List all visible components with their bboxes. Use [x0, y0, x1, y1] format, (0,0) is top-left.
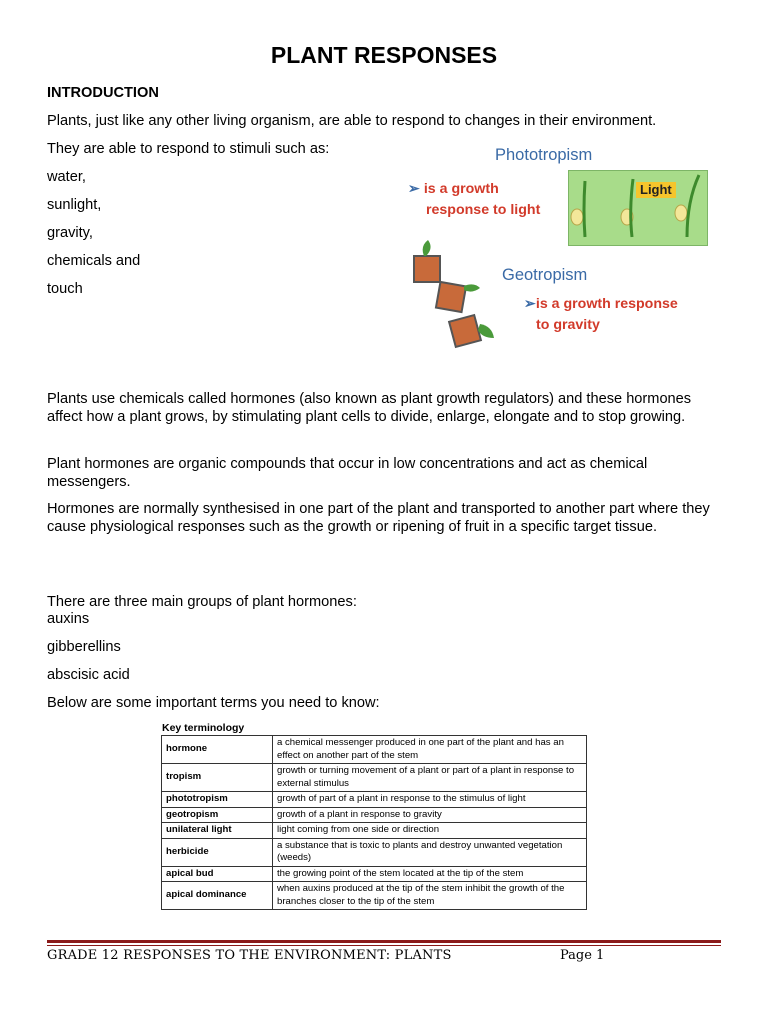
table-row [162, 736, 587, 764]
definition-cell: light coming from one side or direction [273, 823, 587, 839]
definition-cell: growth of a plant in response to gravity [273, 807, 587, 823]
definition-cell: a chemical messenger produced in one part of the plant and has an effect on another part of the stem [273, 736, 587, 764]
footer-rule-thin [47, 945, 721, 946]
stimulus-item: touch [47, 281, 83, 297]
stimulus-item: water, [47, 169, 86, 185]
table-row [162, 764, 587, 792]
arrow-bullet-icon: ➢ [408, 181, 420, 197]
footer-rule [47, 940, 721, 943]
table-row [162, 823, 587, 839]
tropism-illustration [398, 142, 710, 358]
page-title: PLANT RESPONSES [270, 42, 498, 68]
page-number: Page 1 [560, 948, 605, 963]
term-cell: hormone [162, 736, 273, 764]
table-row [162, 792, 587, 808]
stimulus-item: sunlight, [47, 197, 102, 213]
rotating-pots-icon [408, 238, 508, 354]
definition-cell: growth of part of a plant in response to the stimulus of light [273, 792, 587, 808]
intro-paragraph-2: They are able to respond to stimuli such as: [47, 141, 330, 157]
table-caption: Key terminology [162, 722, 245, 734]
table-row [162, 882, 587, 910]
term-cell: apical dominance [162, 882, 273, 910]
organic-compounds-paragraph: Plant hormones are organic compounds that occur in low concentrations and act as chemical messengers. [47, 456, 648, 490]
synthesis-paragraph: Hormones are normally synthesised in one part of the plant and transported to another part where they cause physiological responses such as the growth or ripening of fruit in a specific target tissue. [47, 501, 710, 535]
hormones-paragraph: Plants use chemicals called hormones (also known as plant growth regulators) and these hormones affect how a plant grows, by stimulating plant cells to divide, enlarge, elongate and to stop growing. [47, 391, 692, 425]
definition-cell: growth or turning movement of a plant or part of a plant in response to external stimulus [273, 764, 587, 792]
term-cell: apical bud [162, 866, 273, 882]
term-cell: herbicide [162, 838, 273, 866]
stimulus-item: chemicals and [47, 253, 141, 269]
term-cell: tropism [162, 764, 273, 792]
definition-cell: when auxins produced at the tip of the stem inhibit the growth of the branches closer to the tip of the stem [273, 882, 587, 910]
intro-paragraph-1: Plants, just like any other living organism, are able to respond to changes in their environment. [47, 113, 657, 129]
definition-cell: a substance that is toxic to plants and destroy unwanted vegetation (weeds) [273, 838, 587, 866]
phototropism-title: Phototropism [495, 146, 593, 164]
term-cell: geotropism [162, 807, 273, 823]
table-row [162, 866, 587, 882]
geotropism-definition: ➢is a growth response to gravity [524, 296, 678, 333]
key-terminology-table [161, 735, 587, 910]
light-label: Light [636, 182, 676, 198]
terms-intro: Below are some important terms you need to know: [47, 695, 380, 711]
table-row [162, 807, 587, 823]
arrow-bullet-icon: ➢ [524, 296, 536, 312]
term-cell: unilateral light [162, 823, 273, 839]
geotropism-title: Geotropism [502, 266, 588, 284]
table-row [162, 838, 587, 866]
hormone-group-item: gibberellins [47, 639, 121, 655]
definition-cell: the growing point of the stem located at the tip of the stem [273, 866, 587, 882]
hormone-groups-intro: There are three main groups of plant hormones: [47, 594, 357, 610]
phototropism-definition: ➢ is a growth response to light [408, 181, 541, 218]
intro-heading: INTRODUCTION [47, 85, 159, 101]
stimulus-item: gravity, [47, 225, 93, 241]
term-cell: phototropism [162, 792, 273, 808]
footer-title: GRADE 12 RESPONSES TO THE ENVIRONMENT: PLANTS [47, 948, 452, 963]
hormone-group-item: abscisic acid [47, 667, 130, 683]
hormone-group-item: auxins [47, 611, 90, 627]
